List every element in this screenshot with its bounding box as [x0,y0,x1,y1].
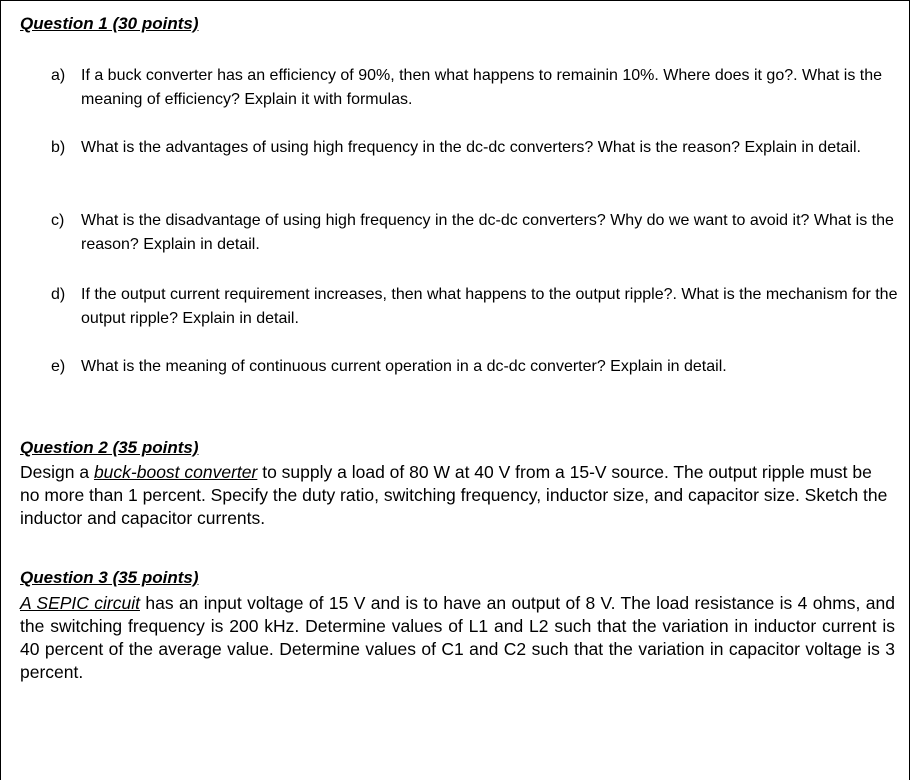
question-3-heading: Question 3 (35 points) [20,568,199,587]
item-marker: d) [51,286,66,303]
question-2-body [20,461,895,530]
question-1e-text: What is the meaning of continuous current operation in a dc-dc converter? Explain in detail. [81,358,727,375]
question-1c [51,209,901,257]
question-1d-text: If the output current requirement increases, then what happens to the output ripple?. What is the mechanism for the output ripple? Explain in detail. [81,286,898,327]
item-marker: a) [51,67,66,84]
question-1a-text: If a buck converter has an efficiency of 90%, then what happens to remainin 10%. Where does it go?. What is the meaning of efficiency? Explain it with formulas. [81,67,883,108]
question-2-text: to supply a load of 80 W at 40 V from a 15-V source. The output ripple must be no more than 1 percent. Specify the duty ratio, switching frequency, inductor size, and capacitor size. Sketch the inductor and capacitor currents. [20,462,888,528]
item-marker: e) [51,358,66,375]
question-3-topic: A SEPIC circuit [20,593,140,613]
question-3-body [20,592,895,684]
question-1b-text: What is the advantages of using high frequency in the dc-dc converters? What is the reason? Explain in detail. [81,139,861,156]
question-1d [51,283,901,331]
question-3-text: has an input voltage of 15 V and is to have an output of 8 V. The load resistance is 4 ohms, and the switching frequency is 200 kHz. Determine values of L1 and L2 such that the variation in inductor current is 40 percent of the average value. Determine values of C1 and C2 such that the variation in capacitor voltage is 3 percent. [20,593,895,682]
question-2-topic: buck-boost converter [93,462,258,482]
question-1e [51,355,901,379]
question-1b [51,136,901,160]
question-1a [51,64,901,112]
question-1-heading: Question 1 (30 points) [20,14,199,33]
item-marker: b) [51,139,66,156]
question-2-heading: Question 2 (35 points) [20,438,199,457]
question-1c-text: What is the disadvantage of using high frequency in the dc-dc converters? Why do we want to avoid it? What is the reason? Explain in detail. [81,212,894,253]
question-2-intro: Design a [20,462,94,482]
item-marker: c) [51,212,65,229]
